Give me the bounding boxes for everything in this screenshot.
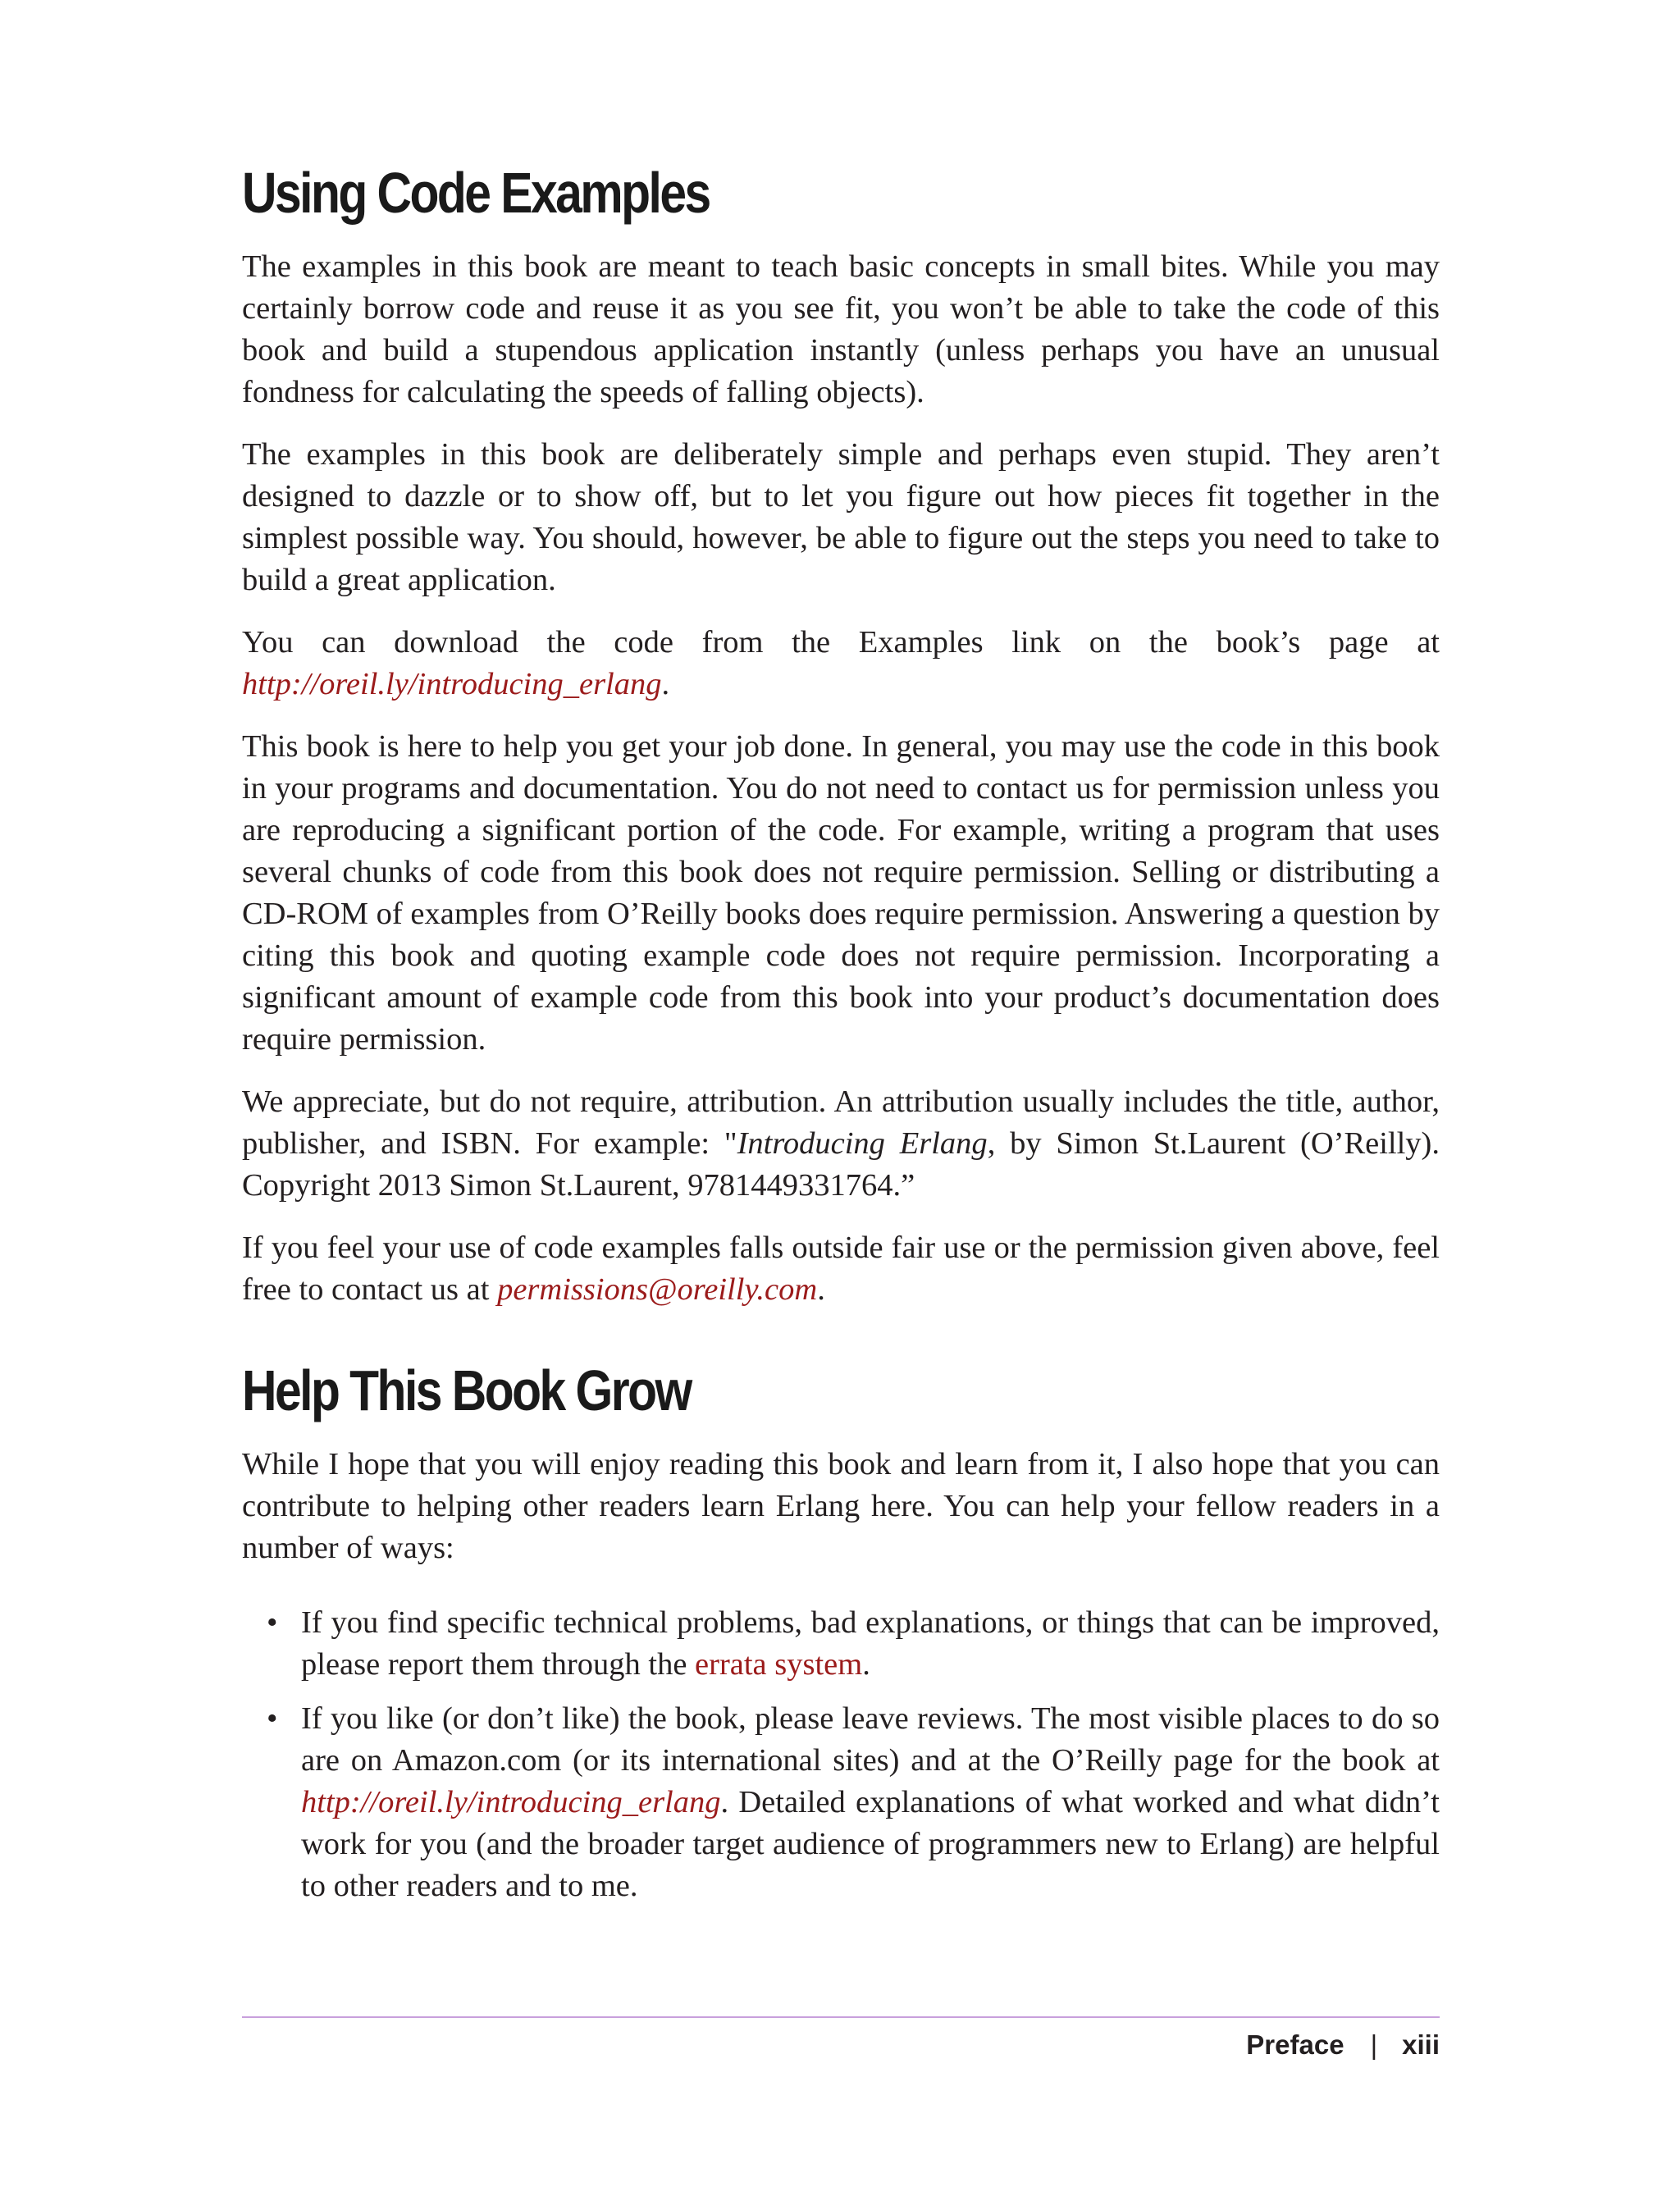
list-item-text: . (862, 1647, 870, 1682)
list-item (242, 1698, 1440, 1907)
ways-to-help-list (242, 1602, 1440, 1907)
paragraph: While I hope that you will enjoy reading this book and learn from it, I also hope that you can contribute to helping other readers learn Erlang here. You can help your fellow readers in a number of ways: (242, 1447, 1440, 1565)
paragraph: The examples in this book are deliberately simple and perhaps even stupid. They aren’t designed to dazzle or to show off, but to let you figure out how pieces fit together in the simplest possible way. You should, however, be able to figure out the steps you need to take to build a great application. (242, 437, 1440, 597)
page-footer (1246, 2029, 1440, 2061)
bullet-icon: • (267, 1605, 278, 1640)
book-page-link[interactable]: http://oreil.ly/introducing_erlang (242, 667, 662, 701)
list-item-text: If you like (or don’t like) the book, please leave reviews. The most visible places to do so are on Amazon.com (or its international sites) and at the O’Reilly page for the book at (301, 1701, 1440, 1778)
bullet-icon: • (267, 1701, 278, 1736)
list-item-text: . Detailed explanations of what worked and what didn’t work for you (and the broader target audience of programmers new to Erlang) are helpful to other readers and to me. (301, 1785, 1440, 1903)
paragraph (242, 1227, 1440, 1311)
section-heading-using-code-examples: Using Code Examples (242, 161, 710, 225)
book-title: Introducing Erlang (737, 1126, 988, 1161)
paragraph-text: , by Simon St.Laurent (O’Reilly). Copyright 2013 Simon St.Laurent, 9781449331764.” (242, 1126, 1440, 1203)
paragraph-text: We appreciate, but do not require, attribution. An attribution usually includes the title, author, publisher, and ISBN. For example: " (242, 1084, 1440, 1161)
paragraph: This book is here to help you get your job done. In general, you may use the code in this book in your programs and documentation. You do not need to contact us for permission unless you are reproducing a significant portion of the code. For example, writing a program that uses several chunks of code from this book does not require permission. Selling or distributing a CD-ROM of examples from O’Reilly books does require permission. Answering a question by citing this book and quoting example code does not require permission. Incorporating a significant amount of example code from this book into your product’s documentation does require permission. (242, 729, 1440, 1057)
paragraph: The examples in this book are meant to teach basic concepts in small bites. While you may certainly borrow code and reuse it as you see fit, you won’t be able to take the code of this book and build a stupendous application instantly (unless perhaps you have an unusual fondness for calculating the speeds of falling objects). (242, 249, 1440, 409)
list-item (242, 1602, 1440, 1686)
section-heading-help-this-book-grow: Help This Book Grow (242, 1358, 691, 1422)
page-number: xiii (1402, 2029, 1440, 2060)
oreilly-page-link[interactable]: http://oreil.ly/introducing_erlang (301, 1785, 721, 1819)
page-content (242, 161, 1440, 1920)
paragraph (242, 622, 1440, 705)
footer-separator: | (1370, 2029, 1378, 2060)
paragraph-text: If you feel your use of code examples falls outside fair use or the permission given above, feel free to contact us at (242, 1230, 1440, 1307)
paragraph-text: . (661, 667, 670, 701)
permissions-email-link[interactable]: permissions@oreilly.com (497, 1272, 818, 1307)
errata-system-link[interactable]: errata system (695, 1647, 863, 1682)
footer-section-name: Preface (1246, 2029, 1344, 2060)
paragraph-text: You can download the code from the Examples link on the book’s page at (242, 625, 1440, 660)
paragraph (242, 1081, 1440, 1207)
paragraph-text: . (817, 1272, 825, 1307)
footer-rule (242, 2016, 1440, 2018)
list-item-text: If you find specific technical problems, bad explanations, or things that can be improved, please report them through the (301, 1605, 1440, 1682)
